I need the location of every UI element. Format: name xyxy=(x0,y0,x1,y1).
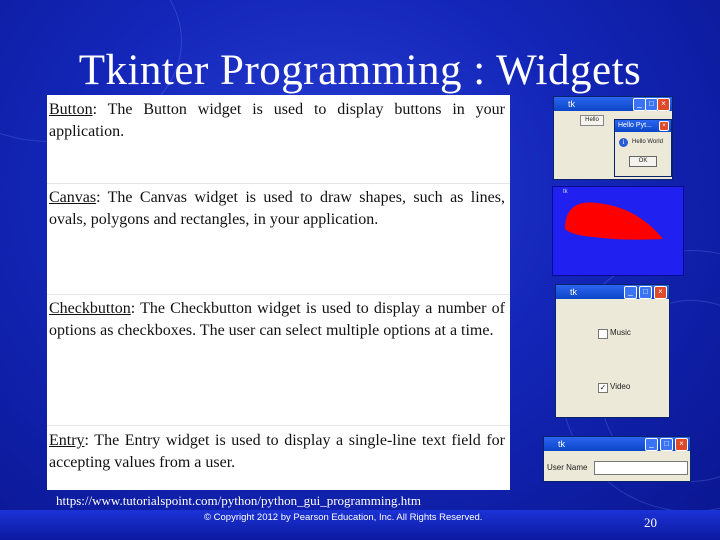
slide-title: Tkinter Programming : Widgets xyxy=(78,47,642,94)
music-label: Music xyxy=(610,328,631,337)
close-icon: × xyxy=(654,286,667,299)
maximize-icon: □ xyxy=(645,98,658,111)
widget-term: Checkbutton xyxy=(49,300,131,317)
minimize-icon: _ xyxy=(645,438,658,451)
widget-item-button xyxy=(49,99,505,142)
source-url: https://www.tutorialspoint.com/python/python_gui_programming.htm xyxy=(56,493,421,508)
info-icon: i xyxy=(619,138,628,147)
widget-term: Entry xyxy=(49,432,85,449)
dialog-message: Hello World xyxy=(632,139,663,145)
widgets-panel xyxy=(47,95,510,490)
canvas-area xyxy=(553,187,683,275)
widget-term: Canvas xyxy=(49,189,97,206)
widget-item-checkbutton xyxy=(49,298,505,341)
video-label: Video xyxy=(610,382,631,391)
widget-description: : The Entry widget is used to display a single-line text field for accepting values from a user. xyxy=(49,432,505,471)
user-name-entry xyxy=(594,461,688,475)
button-window-screenshot xyxy=(553,96,673,180)
user-name-label: User Name xyxy=(547,463,588,472)
widget-item-entry xyxy=(49,430,505,473)
close-icon: × xyxy=(675,438,688,451)
copyright-text: © Copyright 2012 by Pearson Education, Inc. All Rights Reserved. xyxy=(204,512,483,523)
widget-term: Button xyxy=(49,101,93,118)
window-title: tk xyxy=(558,439,566,449)
window-title: tk xyxy=(568,99,576,109)
ok-button: OK xyxy=(629,156,657,167)
hello-dialog xyxy=(614,119,672,177)
dialog-title: Hello Pyt... xyxy=(618,122,652,129)
widget-description: : The Checkbutton widget is used to display a number of options as checkboxes. The user can select multiple options at a time. xyxy=(49,300,505,339)
entry-window-screenshot xyxy=(543,436,691,482)
widget-description: : The Canvas widget is used to draw shapes, such as lines, ovals, polygons and rectangles, in your application. xyxy=(49,189,505,228)
hello-button: Hello xyxy=(580,115,604,126)
window-title: tk xyxy=(570,287,578,297)
red-arc-shape xyxy=(565,203,663,240)
close-icon: × xyxy=(657,98,670,111)
maximize-icon: □ xyxy=(660,438,673,451)
minimize-icon: _ xyxy=(633,98,646,111)
divider xyxy=(47,425,510,426)
window-title: tk xyxy=(563,189,568,195)
video-checkbox: ✓ xyxy=(599,383,607,392)
page-number: 20 xyxy=(644,515,657,530)
minimize-icon: _ xyxy=(624,286,637,299)
maximize-icon: □ xyxy=(639,286,652,299)
widget-item-canvas xyxy=(49,187,505,230)
divider xyxy=(47,183,510,184)
divider xyxy=(47,294,510,295)
music-checkbox xyxy=(598,329,608,339)
canvas-window-screenshot xyxy=(552,186,684,276)
checkbutton-window-screenshot xyxy=(555,284,670,418)
close-icon: × xyxy=(659,121,669,131)
widget-description: : The Button widget is used to display buttons in your application. xyxy=(49,101,505,140)
